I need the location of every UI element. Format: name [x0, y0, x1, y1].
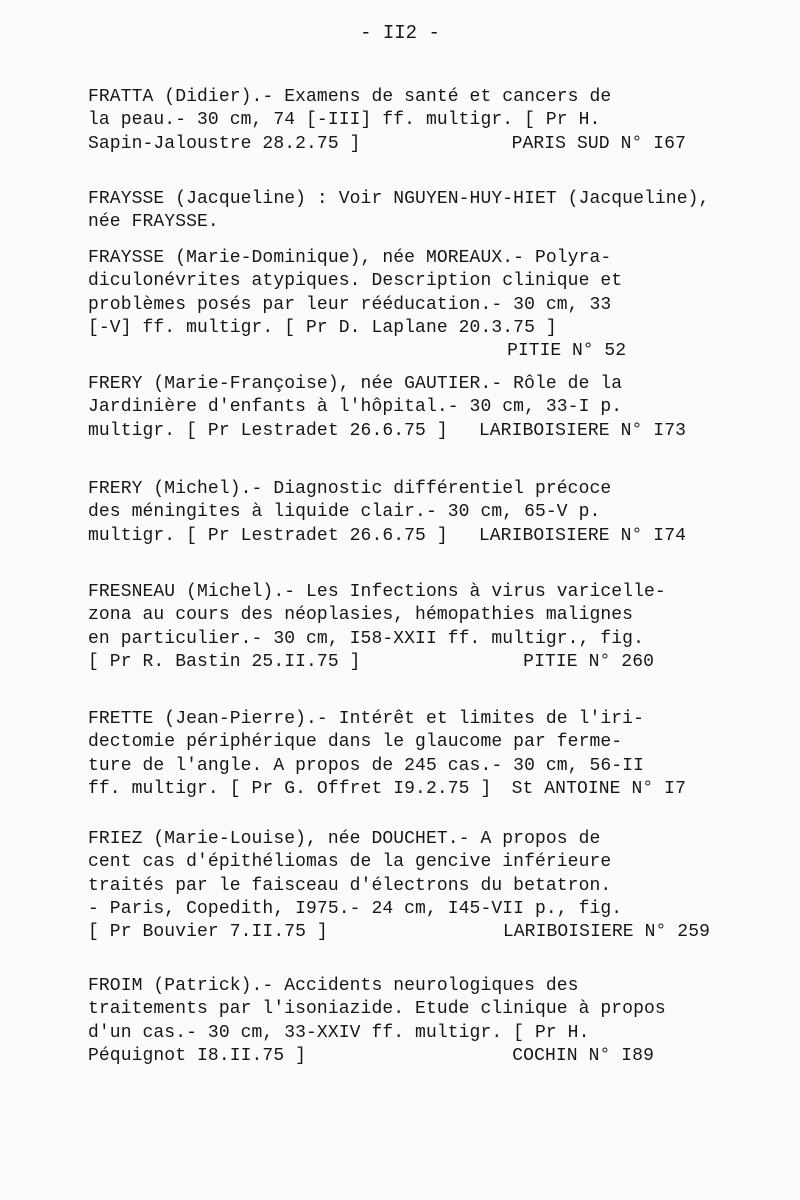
page-number: - II2 - [360, 22, 440, 44]
entry-line: - Paris, Copedith, I975.- 24 cm, I45-VII p., fig. [88, 898, 623, 919]
entry-line: FRERY (Marie-Françoise), née GAUTIER.- Rôle de la [88, 374, 623, 394]
entry-line: Jardinière d'enfants à l'hôpital.- 30 cm, 33-I p. [88, 397, 623, 418]
entry-location: LARIBOISIERE N° I73 [478, 420, 686, 441]
entry-line: cent cas d'épithéliomas de la gencive inférieure [88, 852, 612, 873]
entry-friez [88, 828, 728, 944]
entry-location: LARIBOISIERE N° 259 [502, 922, 710, 943]
entry-line: en particulier.- 30 cm, I58-XXII ff. multigr., fig. [88, 628, 644, 649]
entry-frery-michel [88, 478, 728, 548]
entry-line: des méningites à liquide clair.- 30 cm, 65-V p. [88, 502, 601, 523]
entry-line: dectomie périphérique dans le glaucome par ferme- [88, 732, 623, 753]
entry-line: FRATTA (Didier).- Examens de santé et cancers de [88, 87, 612, 107]
entry-line: FRETTE (Jean-Pierre).- Intérêt et limites de l'iri- [88, 709, 644, 729]
entry-line: née FRAYSSE. [88, 212, 219, 233]
entry-location: PITIE N° 52 [507, 341, 626, 362]
entry-fraysse-marie-dominique [88, 247, 728, 363]
entry-line: FRAYSSE (Marie-Dominique), née MOREAUX.- Polyra- [88, 248, 612, 268]
entry-line: [ Pr Bouvier 7.II.75 ] [88, 922, 328, 943]
entry-fratta [88, 86, 728, 156]
entry-line: problèmes posés par leur rééducation.- 30 cm, 33 [88, 294, 612, 315]
entry-line: ture de l'angle. A propos de 245 cas.- 30 cm, 56-II [88, 755, 644, 776]
entry-location: St ANTOINE N° I7 [511, 778, 686, 799]
entry-line: multigr. [ Pr Lestradet 26.6.75 ] [88, 420, 448, 441]
entry-line: la peau.- 30 cm, 74 [-III] ff. multigr. [ Pr H. [88, 110, 601, 131]
entry-line: Péquignot I8.II.75 ] [88, 1045, 307, 1066]
entry-froim [88, 975, 728, 1068]
entry-frette [88, 708, 728, 801]
entry-line: FRIEZ (Marie-Louise), née DOUCHET.- A propos de [88, 829, 601, 849]
entry-frery-marie-francoise [88, 373, 728, 443]
entry-line: FRAYSSE (Jacqueline) : Voir NGUYEN-HUY-HIET (Jacqueline), [88, 189, 710, 209]
entry-fraysse-jacqueline [88, 188, 728, 235]
entry-location: LARIBOISIERE N° I74 [478, 525, 686, 546]
entry-line: FRESNEAU (Michel).- Les Infections à virus varicelle- [88, 582, 666, 602]
entry-line: traitements par l'isoniazide. Etude clinique à propos [88, 999, 666, 1020]
entry-line: traités par le faisceau d'électrons du betatron. [88, 875, 612, 896]
entry-location: PARIS SUD N° I67 [511, 133, 686, 154]
entry-line: diculonévrites atypiques. Description clinique et [88, 271, 623, 292]
entry-location: PITIE N° 260 [523, 651, 654, 672]
entry-line: FRERY (Michel).- Diagnostic différentiel précoce [88, 479, 612, 499]
entry-location: COCHIN N° I89 [512, 1045, 654, 1066]
entry-line: FROIM (Patrick).- Accidents neurologiques des [88, 976, 579, 996]
entry-line: ff. multigr. [ Pr G. Offret I9.2.75 ] [88, 778, 492, 799]
entry-line: d'un cas.- 30 cm, 33-XXIV ff. multigr. [ Pr H. [88, 1022, 590, 1043]
entry-line: zona au cours des néoplasies, hémopathies malignes [88, 605, 634, 626]
entry-line: [ Pr R. Bastin 25.II.75 ] [88, 651, 361, 672]
entry-line: Sapin-Jaloustre 28.2.75 ] [88, 133, 361, 154]
entry-line: [-V] ff. multigr. [ Pr D. Laplane 20.3.75 ] [88, 317, 557, 338]
entry-fresneau [88, 581, 728, 674]
entry-line: multigr. [ Pr Lestradet 26.6.75 ] [88, 525, 448, 546]
